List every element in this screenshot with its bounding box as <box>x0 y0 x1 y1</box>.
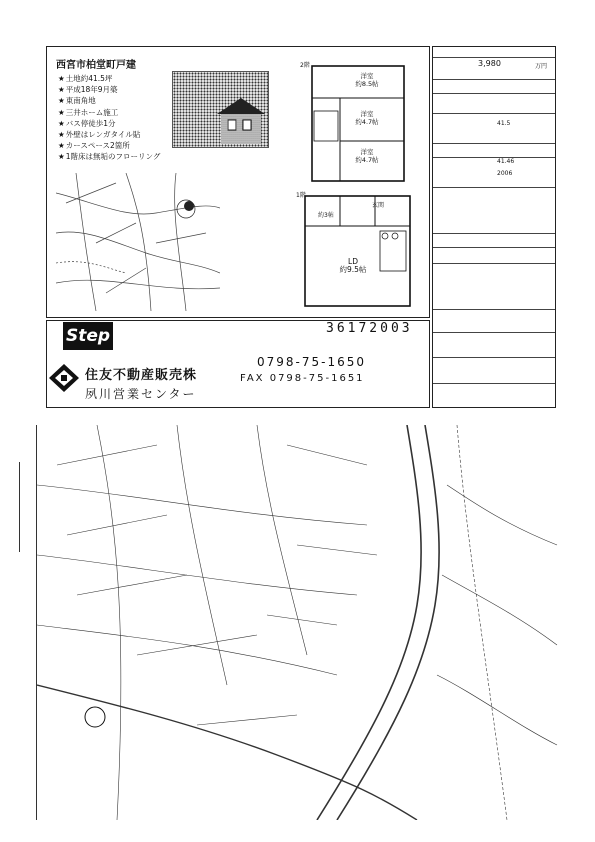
room-label <box>328 258 378 274</box>
room-size-label: 約3帖 <box>318 212 334 219</box>
tel-number: 0798-75-1650 <box>257 355 367 369</box>
feature-item: ★ 1階床は無垢のフローリング <box>58 151 178 162</box>
spec-panel <box>432 46 556 408</box>
room-label <box>342 72 392 88</box>
price-value: 3,980 <box>478 59 501 68</box>
feature-item: ★ 三井ホーム施工 <box>58 107 178 118</box>
map-side-label <box>19 462 20 552</box>
spec-value: 2006 <box>497 170 513 177</box>
room-name: LD <box>348 257 358 266</box>
price-unit: 万円 <box>535 63 548 70</box>
room-label <box>342 148 392 164</box>
room-name: 洋室 <box>360 148 374 156</box>
step-logo: Step <box>63 322 113 350</box>
company-emblem <box>48 363 80 393</box>
room-size: 約8.5帖 <box>355 80 379 88</box>
floor-label: 1階 <box>296 192 306 199</box>
house-photo <box>172 71 269 148</box>
location-map-small <box>56 173 220 311</box>
spec-value: 41.5 <box>497 120 511 127</box>
listing-title: 西宮市柏堂町戸建 <box>56 60 136 71</box>
spec-value: 41.46 <box>497 158 515 165</box>
entrance-label: 玄関 <box>372 202 385 209</box>
feature-list <box>58 73 178 163</box>
area-map <box>36 425 561 820</box>
feature-item: ★ 平成18年9月築 <box>58 84 178 95</box>
feature-item: ★ カースペース2箇所 <box>58 140 178 151</box>
feature-item: ★ バス停徒歩1分 <box>58 118 178 129</box>
feature-item: ★ 東南角地 <box>58 95 178 106</box>
feature-item: ★ 土地約41.5坪 <box>58 73 178 84</box>
room-size: 約4.7帖 <box>355 156 379 164</box>
floor-label: 2階 <box>300 62 310 69</box>
room-size: 約4.7帖 <box>355 118 379 126</box>
branch-name: 夙川営業センター <box>85 387 197 401</box>
fax-number: FAX 0798-75-1651 <box>240 373 365 384</box>
company-name: 住友不動産販売株 <box>85 368 198 383</box>
listing-code: 36172003 <box>326 321 413 336</box>
room-size: 約9.5帖 <box>339 265 367 274</box>
feature-item: ★ 外壁はレンガタイル貼 <box>58 129 178 140</box>
room-name: 洋室 <box>360 110 374 118</box>
room-label <box>342 110 392 126</box>
room-name: 洋室 <box>360 72 374 80</box>
